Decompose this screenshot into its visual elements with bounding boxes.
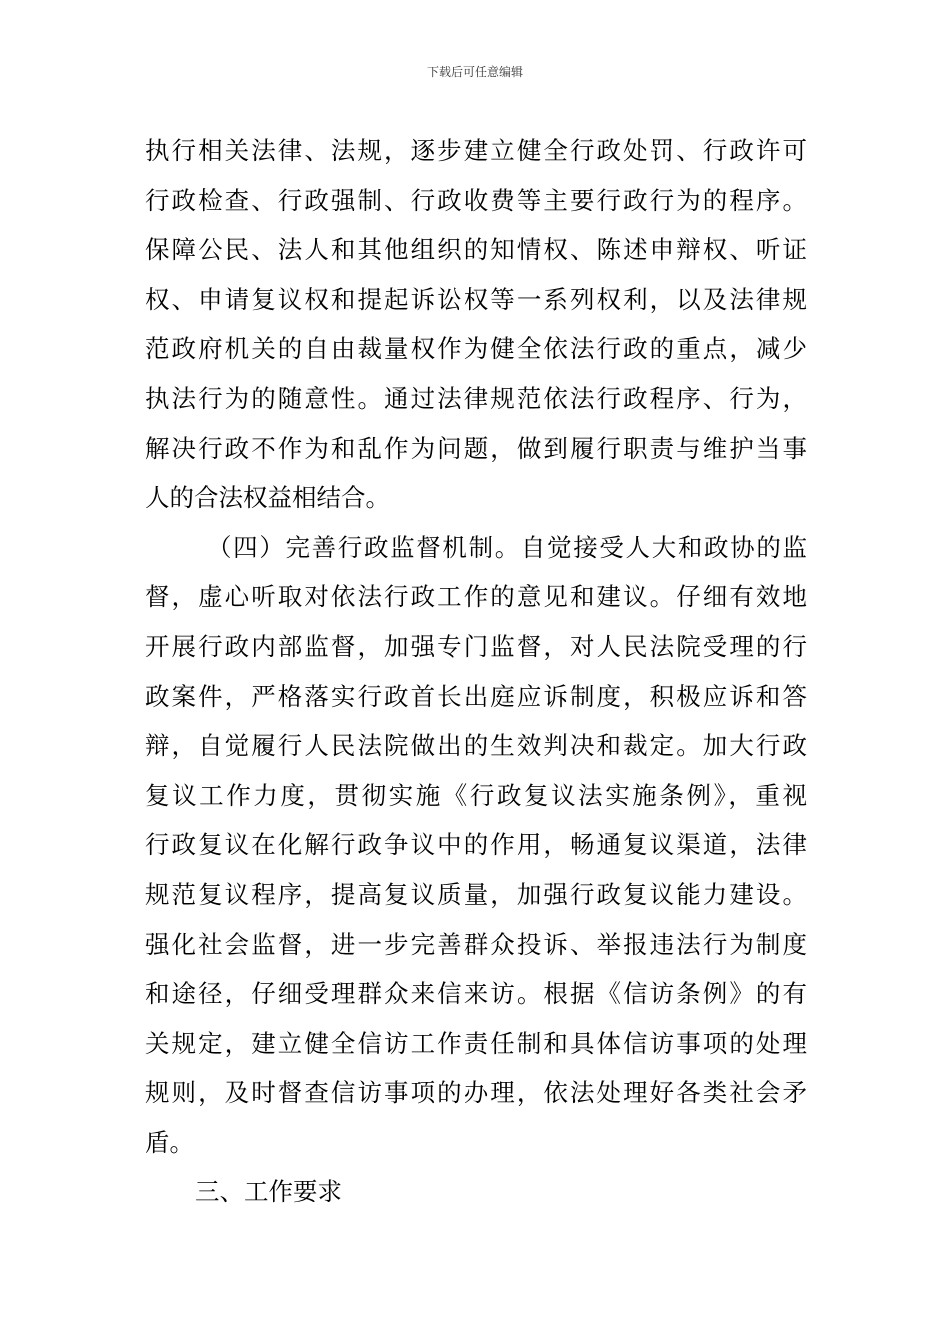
text-line: 行政复议在化解行政争议中的作用，畅通复议渠道，法律 (145, 830, 807, 860)
text-line: 范政府机关的自由裁量权作为健全依法行政的重点，减少 (145, 334, 807, 364)
text-line: 强化社会监督，进一步完善群众投诉、举报违法行为制度 (145, 929, 807, 959)
document-body (145, 126, 807, 1217)
text-line: 执行相关法律、法规，逐步建立健全行政处罚、行政许可 (145, 136, 807, 165)
paragraph-supervision (145, 523, 807, 1168)
text-line: 辩，自觉履行人民法院做出的生效判决和裁定。加大行政 (145, 731, 807, 761)
text-line: 规范复议程序，提高复议质量，加强行政复议能力建设。 (145, 879, 807, 909)
text-line: 解决行政不作为和乱作为问题，做到履行职责与维护当事 (145, 433, 807, 463)
page-header: 下载后可任意编辑 (426, 65, 523, 79)
text-line: 规则，及时督查信访事项的办理，依法处理好各类社会矛 (145, 1078, 807, 1108)
section-heading-work-requirements (145, 1167, 807, 1217)
text-line: 督，虚心听取对依法行政工作的意见和建议。仔细有效地 (145, 582, 807, 612)
text-line: 开展行政内部监督，加强专门监督，对人民法院受理的行 (145, 631, 807, 661)
section-heading: 三、工作要求 (195, 1177, 342, 1207)
text-line: 和途径，仔细受理群众来信来访。根据《信访条例》的有 (145, 979, 807, 1009)
text-line: 人的合法权益相结合。 (145, 483, 390, 513)
text-line: 行政检查、行政强制、行政收费等主要行政行为的程序。 (145, 185, 807, 215)
text-line: 权、申请复议权和提起诉讼权等一系列权利，以及法律规 (145, 284, 807, 314)
text-line: 盾。 (145, 1127, 194, 1157)
text-line: 保障公民、法人和其他组织的知情权、陈述申辩权、听证 (145, 235, 807, 265)
text-line: （四）完善行政监督机制。自觉接受人大和政协的监 (207, 532, 807, 562)
text-line: 执法行为的随意性。通过法律规范依法行政程序、行为， (145, 383, 807, 413)
text-line: 复议工作力度，贯彻实施《行政复议法实施条例》，重视 (145, 780, 807, 810)
text-line: 政案件，严格落实行政首长出庭应诉制度，积极应诉和答 (145, 681, 807, 711)
text-line: 关规定，建立健全信访工作责任制和具体信访事项的处理 (145, 1028, 807, 1058)
paragraph-procedures (145, 126, 807, 523)
